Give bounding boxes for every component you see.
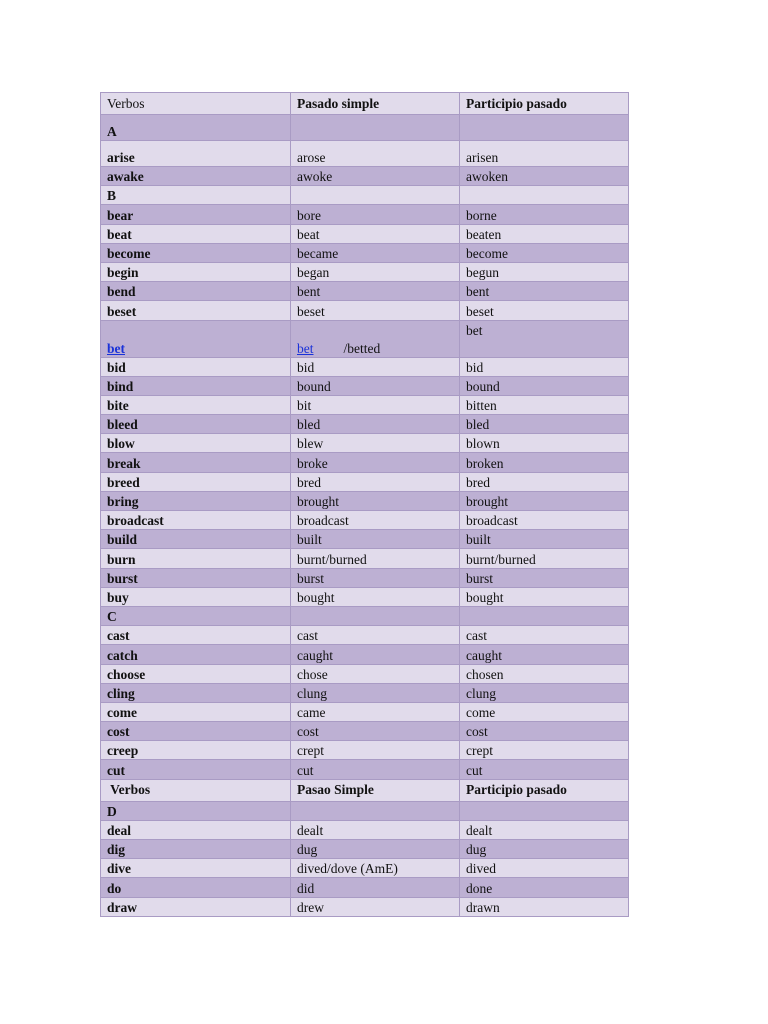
past-simple-cell: bred bbox=[291, 472, 460, 491]
subheader-participio-pasado: Participio pasado bbox=[460, 779, 629, 801]
verb-cell: bind bbox=[101, 376, 291, 395]
past-simple-cell: broke bbox=[291, 453, 460, 472]
past-participle-cell: awoken bbox=[460, 167, 629, 186]
past-participle-cell bbox=[460, 186, 629, 205]
table-row bbox=[101, 301, 629, 320]
table-row bbox=[101, 511, 629, 530]
verb-cell: beat bbox=[101, 224, 291, 243]
past-participle-cell: dived bbox=[460, 859, 629, 878]
verb-cell: burst bbox=[101, 568, 291, 587]
table-row bbox=[101, 897, 629, 916]
table-row bbox=[101, 878, 629, 897]
table-row bbox=[101, 664, 629, 683]
past-participle-cell: clung bbox=[460, 683, 629, 702]
verb-cell: choose bbox=[101, 664, 291, 683]
table-row bbox=[101, 530, 629, 549]
past-simple-cell: bound bbox=[291, 376, 460, 395]
table-row bbox=[101, 434, 629, 453]
past-simple-cell: brought bbox=[291, 491, 460, 510]
past-simple-cell: cast bbox=[291, 626, 460, 645]
past-participle-cell: become bbox=[460, 243, 629, 262]
past-participle-cell: crept bbox=[460, 741, 629, 760]
past-participle-cell: bound bbox=[460, 376, 629, 395]
past-participle-cell: chosen bbox=[460, 664, 629, 683]
table-row bbox=[101, 282, 629, 301]
table-row bbox=[101, 820, 629, 839]
verb-cell: cut bbox=[101, 760, 291, 779]
verb-cell: bleed bbox=[101, 415, 291, 434]
past-participle-cell: caught bbox=[460, 645, 629, 664]
past-participle-cell: dug bbox=[460, 840, 629, 859]
past-simple-cell bbox=[291, 606, 460, 625]
table-row bbox=[101, 840, 629, 859]
past-simple-cell: bought bbox=[291, 587, 460, 606]
past-simple-cell: became bbox=[291, 243, 460, 262]
verb-cell: catch bbox=[101, 645, 291, 664]
table-row bbox=[101, 626, 629, 645]
verb-cell bbox=[101, 320, 291, 357]
verb-cell: breed bbox=[101, 472, 291, 491]
verb-cell: bid bbox=[101, 357, 291, 376]
past-participle-cell: broadcast bbox=[460, 511, 629, 530]
past-participle-cell bbox=[460, 606, 629, 625]
table-row bbox=[101, 760, 629, 779]
past-participle-cell: begun bbox=[460, 262, 629, 281]
verb-cell: bear bbox=[101, 205, 291, 224]
past-simple-cell: arose bbox=[291, 141, 460, 167]
table-row bbox=[101, 376, 629, 395]
verb-cell: come bbox=[101, 702, 291, 721]
bet-verb-link[interactable]: bet bbox=[107, 340, 125, 356]
subheader-verbos: Verbos bbox=[101, 779, 291, 801]
table-row bbox=[101, 357, 629, 376]
past-simple-cell: came bbox=[291, 702, 460, 721]
table-row bbox=[101, 645, 629, 664]
section-row-d bbox=[101, 801, 629, 820]
past-simple-cell: cost bbox=[291, 722, 460, 741]
past-participle-cell: built bbox=[460, 530, 629, 549]
verb-cell: burn bbox=[101, 549, 291, 568]
past-simple-cell: did bbox=[291, 878, 460, 897]
verb-cell: cling bbox=[101, 683, 291, 702]
past-participle-cell: bent bbox=[460, 282, 629, 301]
table-row bbox=[101, 243, 629, 262]
verb-cell: bring bbox=[101, 491, 291, 510]
past-participle-cell: drawn bbox=[460, 897, 629, 916]
past-participle-cell: broken bbox=[460, 453, 629, 472]
past-simple-cell bbox=[291, 320, 460, 357]
past-participle-cell: beaten bbox=[460, 224, 629, 243]
past-participle-cell: cast bbox=[460, 626, 629, 645]
past-simple-cell: dived/dove (AmE) bbox=[291, 859, 460, 878]
past-simple-cell: bent bbox=[291, 282, 460, 301]
verb-cell: broadcast bbox=[101, 511, 291, 530]
verb-cell: do bbox=[101, 878, 291, 897]
past-participle-cell: brought bbox=[460, 491, 629, 510]
past-simple-cell: burst bbox=[291, 568, 460, 587]
past-participle-cell: borne bbox=[460, 205, 629, 224]
table-row bbox=[101, 587, 629, 606]
table-row bbox=[101, 568, 629, 587]
verb-cell: bend bbox=[101, 282, 291, 301]
table-row bbox=[101, 262, 629, 281]
verb-cell: draw bbox=[101, 897, 291, 916]
table-row bbox=[101, 741, 629, 760]
past-simple-cell bbox=[291, 801, 460, 820]
table-row bbox=[101, 472, 629, 491]
irregular-verbs-table bbox=[100, 92, 629, 917]
table-row bbox=[101, 141, 629, 167]
past-simple-cell: beat bbox=[291, 224, 460, 243]
verb-cell: cost bbox=[101, 722, 291, 741]
table-row bbox=[101, 702, 629, 721]
table-row bbox=[101, 453, 629, 472]
verb-cell: awake bbox=[101, 167, 291, 186]
table-subheader-row bbox=[101, 779, 629, 801]
past-simple-cell bbox=[291, 186, 460, 205]
verb-cell: beset bbox=[101, 301, 291, 320]
verb-cell: buy bbox=[101, 587, 291, 606]
section-row-b bbox=[101, 186, 629, 205]
section-letter: B bbox=[101, 186, 291, 205]
verb-cell: blow bbox=[101, 434, 291, 453]
verb-cell: dive bbox=[101, 859, 291, 878]
past-participle-cell: bet bbox=[460, 320, 629, 357]
past-participle-cell: come bbox=[460, 702, 629, 721]
past-simple-cell: clung bbox=[291, 683, 460, 702]
verb-cell: arise bbox=[101, 141, 291, 167]
section-row-c bbox=[101, 606, 629, 625]
section-letter: A bbox=[101, 115, 291, 141]
table-row-bet bbox=[101, 320, 629, 357]
table-row bbox=[101, 722, 629, 741]
past-participle-cell: blown bbox=[460, 434, 629, 453]
past-simple-cell: chose bbox=[291, 664, 460, 683]
past-simple-cell: bid bbox=[291, 357, 460, 376]
section-letter: C bbox=[101, 606, 291, 625]
table-row bbox=[101, 167, 629, 186]
past-participle-cell: burnt/burned bbox=[460, 549, 629, 568]
bet-past-link[interactable]: bet bbox=[297, 340, 314, 356]
table-row bbox=[101, 859, 629, 878]
past-simple-cell: dug bbox=[291, 840, 460, 859]
table-row bbox=[101, 205, 629, 224]
table-header-row bbox=[101, 93, 629, 115]
past-simple-cell: bore bbox=[291, 205, 460, 224]
past-simple-cell: drew bbox=[291, 897, 460, 916]
past-participle-cell bbox=[460, 115, 629, 141]
verb-cell: begin bbox=[101, 262, 291, 281]
past-simple-cell: bit bbox=[291, 395, 460, 414]
past-simple-cell: built bbox=[291, 530, 460, 549]
past-participle-cell: bred bbox=[460, 472, 629, 491]
past-simple-cell: caught bbox=[291, 645, 460, 664]
past-simple-cell: bled bbox=[291, 415, 460, 434]
table-row bbox=[101, 415, 629, 434]
verb-cell: become bbox=[101, 243, 291, 262]
past-simple-cell: crept bbox=[291, 741, 460, 760]
past-participle-cell: beset bbox=[460, 301, 629, 320]
past-participle-cell: arisen bbox=[460, 141, 629, 167]
past-simple-cell: burnt/burned bbox=[291, 549, 460, 568]
table-row bbox=[101, 491, 629, 510]
verb-cell: break bbox=[101, 453, 291, 472]
verb-cell: bite bbox=[101, 395, 291, 414]
past-participle-cell: bitten bbox=[460, 395, 629, 414]
subheader-pasado-simple: Pasao Simple bbox=[291, 779, 460, 801]
section-row-a bbox=[101, 115, 629, 141]
past-simple-cell: beset bbox=[291, 301, 460, 320]
table-row bbox=[101, 395, 629, 414]
betted-alt: /betted bbox=[343, 340, 381, 356]
past-simple-cell bbox=[291, 115, 460, 141]
past-simple-cell: dealt bbox=[291, 820, 460, 839]
past-simple-cell: cut bbox=[291, 760, 460, 779]
verb-cell: deal bbox=[101, 820, 291, 839]
verb-cell: dig bbox=[101, 840, 291, 859]
past-simple-cell: blew bbox=[291, 434, 460, 453]
header-participio-pasado: Participio pasado bbox=[460, 93, 629, 115]
past-simple-cell: began bbox=[291, 262, 460, 281]
header-verbos: Verbos bbox=[101, 93, 291, 115]
table-row bbox=[101, 683, 629, 702]
verb-cell: creep bbox=[101, 741, 291, 760]
past-participle-cell: bled bbox=[460, 415, 629, 434]
past-simple-cell: broadcast bbox=[291, 511, 460, 530]
past-participle-cell: bid bbox=[460, 357, 629, 376]
header-pasado-simple: Pasado simple bbox=[291, 93, 460, 115]
table-row bbox=[101, 549, 629, 568]
past-participle-cell bbox=[460, 801, 629, 820]
past-participle-cell: bought bbox=[460, 587, 629, 606]
verb-cell: cast bbox=[101, 626, 291, 645]
past-simple-cell: awoke bbox=[291, 167, 460, 186]
table-row bbox=[101, 224, 629, 243]
past-participle-cell: done bbox=[460, 878, 629, 897]
past-participle-cell: burst bbox=[460, 568, 629, 587]
past-participle-cell: cost bbox=[460, 722, 629, 741]
section-letter: D bbox=[101, 801, 291, 820]
past-participle-cell: dealt bbox=[460, 820, 629, 839]
past-participle-cell: cut bbox=[460, 760, 629, 779]
verb-cell: build bbox=[101, 530, 291, 549]
